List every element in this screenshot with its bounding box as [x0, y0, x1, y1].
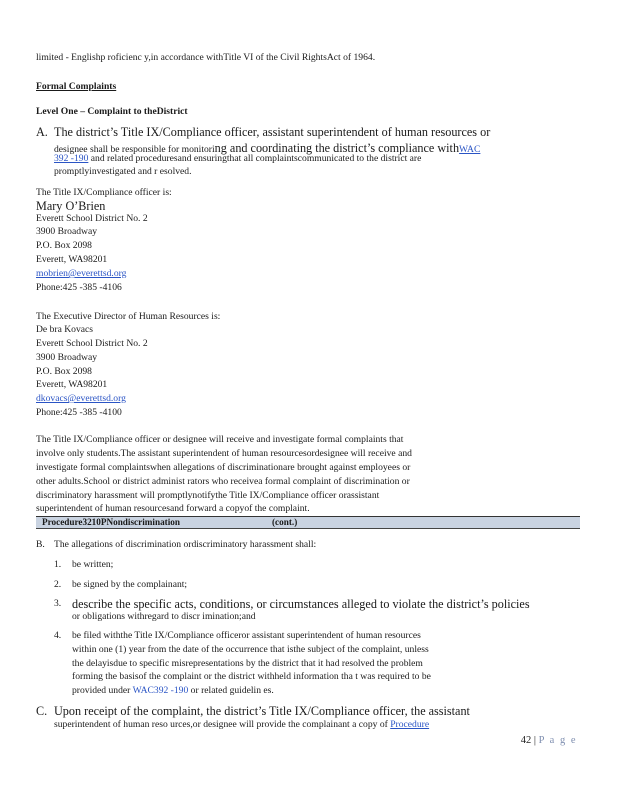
wac-link-3[interactable]: WAC392 -190 [132, 685, 189, 696]
page-footer [521, 735, 577, 746]
wac-link-1[interactable]: WAC [459, 144, 481, 155]
item-4-line-3: the delayisdue to specific misrepresentations by the district that it had resolved the problem [72, 658, 423, 669]
level-one-heading: Level One – Complaint to theDistrict [36, 106, 188, 117]
procedure-header-bar [36, 516, 580, 529]
page-word: P a g e [538, 735, 577, 746]
procedure-cont: (cont.) [272, 517, 298, 527]
investigate-line-4: other adults.School or district administ rators who receivea formal complaint of discrimination or [36, 476, 410, 487]
section-a-line3 [54, 153, 421, 165]
director-org: Everett School District No. 2 [36, 338, 148, 349]
director-name: De bra Kovacs [36, 324, 94, 335]
director-pobox: P.O. Box 2098 [36, 366, 92, 377]
intro-line: limited - Englishp roficienc y,in accordance withTitle VI of the Civil RightsAct of 1964. [36, 52, 376, 63]
section-a-line2-big: ng and coordinating the district’s compliance with [214, 141, 460, 155]
section-a-line2-pre: designee shall be responsible for monitori [54, 144, 215, 155]
item-4-line-2: within one (1) year from the date of the occurrence that isthe subject of the complaint, unless [72, 644, 429, 655]
item-4-last-pre: provided under [72, 685, 133, 696]
section-b-lead: The allegations of discrimination ordiscriminatory harassment shall: [54, 539, 317, 550]
procedure-link[interactable]: Procedure [390, 719, 430, 730]
item-4-line-4: forming the basisof the complaint or the district withheld information tha t was required to be [72, 671, 431, 682]
officer-phone: Phone:425 -385 -4106 [36, 282, 122, 293]
item-4-line-1: be filed withthe Title IX/Compliance officeror assistant superintendent of human resources [72, 630, 421, 641]
page-separator: | [533, 735, 536, 746]
officer-city: Everett, WA98201 [36, 254, 108, 265]
officer-label: The Title IX/Compliance officer is: [36, 187, 172, 198]
officer-email-link[interactable]: mobrien@everettsd.org [36, 268, 127, 279]
item-2-text: be signed by the complainant; [72, 579, 188, 590]
director-phone: Phone:425 -385 -4100 [36, 407, 122, 418]
section-c-line1: Upon receipt of the complaint, the district’s Title IX/Compliance officer, the assistant [54, 704, 470, 718]
section-a-line1: The district’s Title IX/Compliance officer, assistant superintendent of human resources or [54, 125, 491, 139]
page-number: 42 [520, 735, 532, 746]
wac-link-2[interactable]: 392 -190 [54, 153, 89, 164]
director-city: Everett, WA98201 [36, 379, 108, 390]
investigate-line-3: investigate formal complaintswhen allegations of discriminationare brought against employees or [36, 462, 411, 473]
investigate-line-2: involve only students.The assistant superintendent of human resourcesordesignee will receive and [36, 448, 412, 459]
item-3-text-big: describe the specific acts, conditions, or circumstances alleged to violate the district’s policies [72, 597, 530, 611]
procedure-title: Procedure3210PNondiscrimination [42, 517, 180, 527]
director-label: The Executive Director of Human Resources is: [36, 311, 221, 322]
section-c-line2 [54, 719, 429, 731]
director-street: 3900 Broadway [36, 352, 98, 363]
investigate-line-5: discriminatory harassment will promptlynotifythe Title IX/Compliance officer orassistant [36, 490, 380, 501]
investigate-line-1: The Title IX/Compliance officer or designee will receive and investigate formal complaints that [36, 434, 404, 445]
item-4-last-post: or related guidelin es. [188, 685, 274, 696]
section-a-marker: A. [36, 125, 48, 139]
section-a-line3-rest: and related proceduresand ensuringthat all complaintscommunicated to the district are [88, 153, 422, 164]
section-b-marker: B. [36, 539, 45, 550]
item-4-line-5 [72, 685, 274, 697]
officer-street: 3900 Broadway [36, 226, 98, 237]
officer-pobox: P.O. Box 2098 [36, 240, 92, 251]
item-2-number: 2. [54, 579, 62, 590]
section-c-marker: C. [36, 704, 48, 718]
director-email-link[interactable]: dkovacs@everettsd.org [36, 393, 126, 404]
item-1-text: be written; [72, 559, 114, 570]
formal-complaints-heading: Formal Complaints [36, 81, 117, 92]
section-a-line4: promptlyinvestigated and r esolved. [54, 166, 192, 177]
section-c-line2-pre: superintendent of human reso urces,or designee will provide the complainant a copy of [54, 719, 391, 730]
item-1-number: 1. [54, 559, 62, 570]
item-4-number: 4. [54, 630, 62, 641]
officer-name: Mary O’Brien [36, 199, 106, 213]
item-3-number: 3. [54, 598, 62, 609]
investigate-line-6: superintendent of human resourcesand forward a copyof the complaint. [36, 503, 310, 514]
item-3-text: or obligations withregard to discr imination;and [72, 611, 256, 622]
officer-org: Everett School District No. 2 [36, 213, 148, 224]
